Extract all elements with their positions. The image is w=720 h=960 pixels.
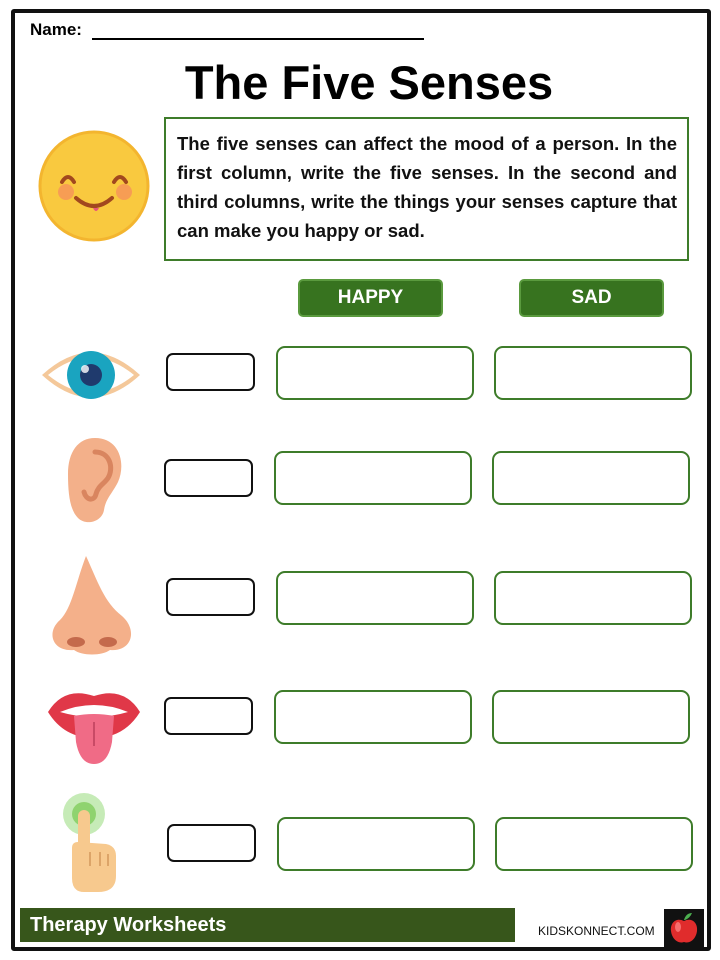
sad-answer-1[interactable] xyxy=(494,346,692,400)
name-label: Name: xyxy=(30,20,82,39)
instructions-box: The five senses can affect the mood of a person. In the first column, write the five senses. In the second and third columns, write the things your senses capture that can make you happy or sad. xyxy=(164,117,689,261)
happy-answer-4[interactable] xyxy=(274,690,472,744)
sense-input-4[interactable] xyxy=(164,697,253,735)
sad-answer-4[interactable] xyxy=(492,690,690,744)
sad-answer-3[interactable] xyxy=(494,571,692,625)
tongue-icon xyxy=(44,682,144,766)
page-title: The Five Senses xyxy=(184,56,554,109)
finger-touch-icon xyxy=(58,792,126,896)
eye-icon xyxy=(38,336,144,414)
sad-column-header: SAD xyxy=(519,279,664,317)
sad-answer-5[interactable] xyxy=(495,817,693,871)
smiley-face-icon xyxy=(38,130,150,242)
happy-answer-3[interactable] xyxy=(276,571,474,625)
happy-answer-2[interactable] xyxy=(274,451,472,505)
sad-answer-2[interactable] xyxy=(492,451,690,505)
ear-icon xyxy=(62,434,128,526)
happy-answer-5[interactable] xyxy=(277,817,475,871)
footer-title-bar: Therapy Worksheets xyxy=(20,908,515,942)
brand-label: KIDSKONNECT.COM xyxy=(538,924,655,938)
sense-input-2[interactable] xyxy=(164,459,253,497)
happy-column-header: HAPPY xyxy=(298,279,443,317)
brand-logo xyxy=(664,909,704,947)
name-input-line[interactable] xyxy=(92,38,424,40)
sense-input-3[interactable] xyxy=(166,578,255,616)
nose-icon xyxy=(46,552,138,656)
sense-input-5[interactable] xyxy=(167,824,256,862)
happy-answer-1[interactable] xyxy=(276,346,474,400)
sense-input-1[interactable] xyxy=(166,353,255,391)
apple-icon xyxy=(664,909,704,947)
